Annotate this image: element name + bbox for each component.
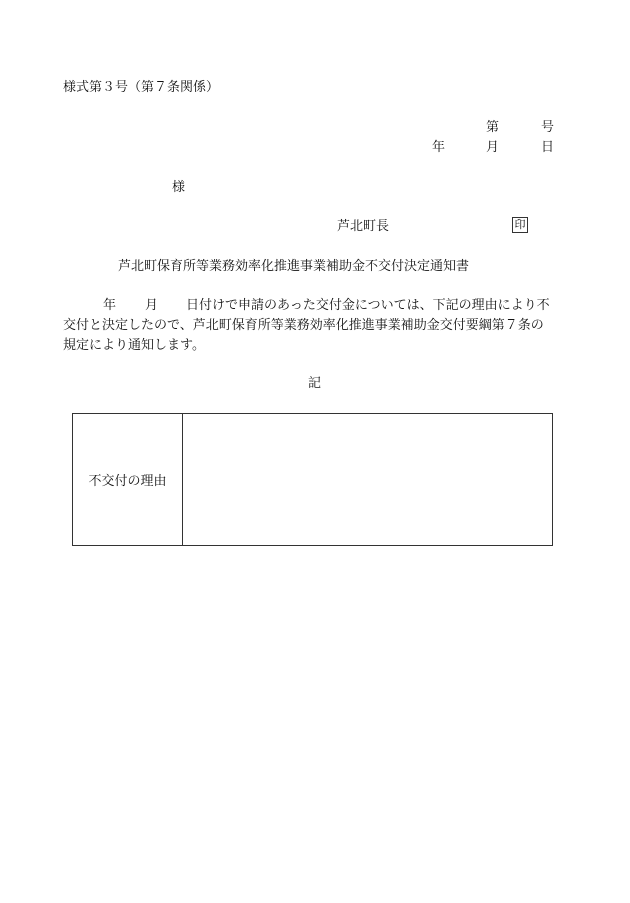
date-month-label: 月 [486, 140, 500, 155]
form-number-label: 様式第３号（第７条関係） [63, 80, 220, 95]
body-line-1 [63, 296, 569, 316]
seal-mark: 印 [512, 217, 528, 233]
reason-label: 不交付の理由 [88, 474, 167, 489]
notification-body [63, 296, 569, 356]
reason-label-cell [73, 414, 183, 545]
body-line-1-text: 日付けで申請のあった交付金については、下記の理由により不 [186, 298, 550, 313]
reason-value-cell[interactable] [183, 414, 552, 545]
addressee-honorific: 様 [172, 180, 186, 195]
date-year-label: 年 [432, 140, 446, 155]
issuer-name: 芦北町長 [337, 219, 390, 234]
document-number-suffix: 号 [541, 120, 555, 135]
body-line-2: 交付と決定したので、芦北町保育所等業務効率化推進事業補助金交付要綱第７条の [63, 318, 544, 333]
body-month-label: 月 [145, 298, 159, 313]
body-year-label: 年 [103, 298, 117, 313]
document-number-prefix: 第 [486, 120, 500, 135]
reason-table [72, 413, 553, 546]
document-title: 芦北町保育所等業務効率化推進事業補助金不交付決定通知書 [118, 259, 470, 274]
body-line-3: 規定により通知します。 [63, 338, 205, 353]
ki-heading: 記 [308, 376, 322, 391]
date-day-label: 日 [541, 140, 555, 155]
